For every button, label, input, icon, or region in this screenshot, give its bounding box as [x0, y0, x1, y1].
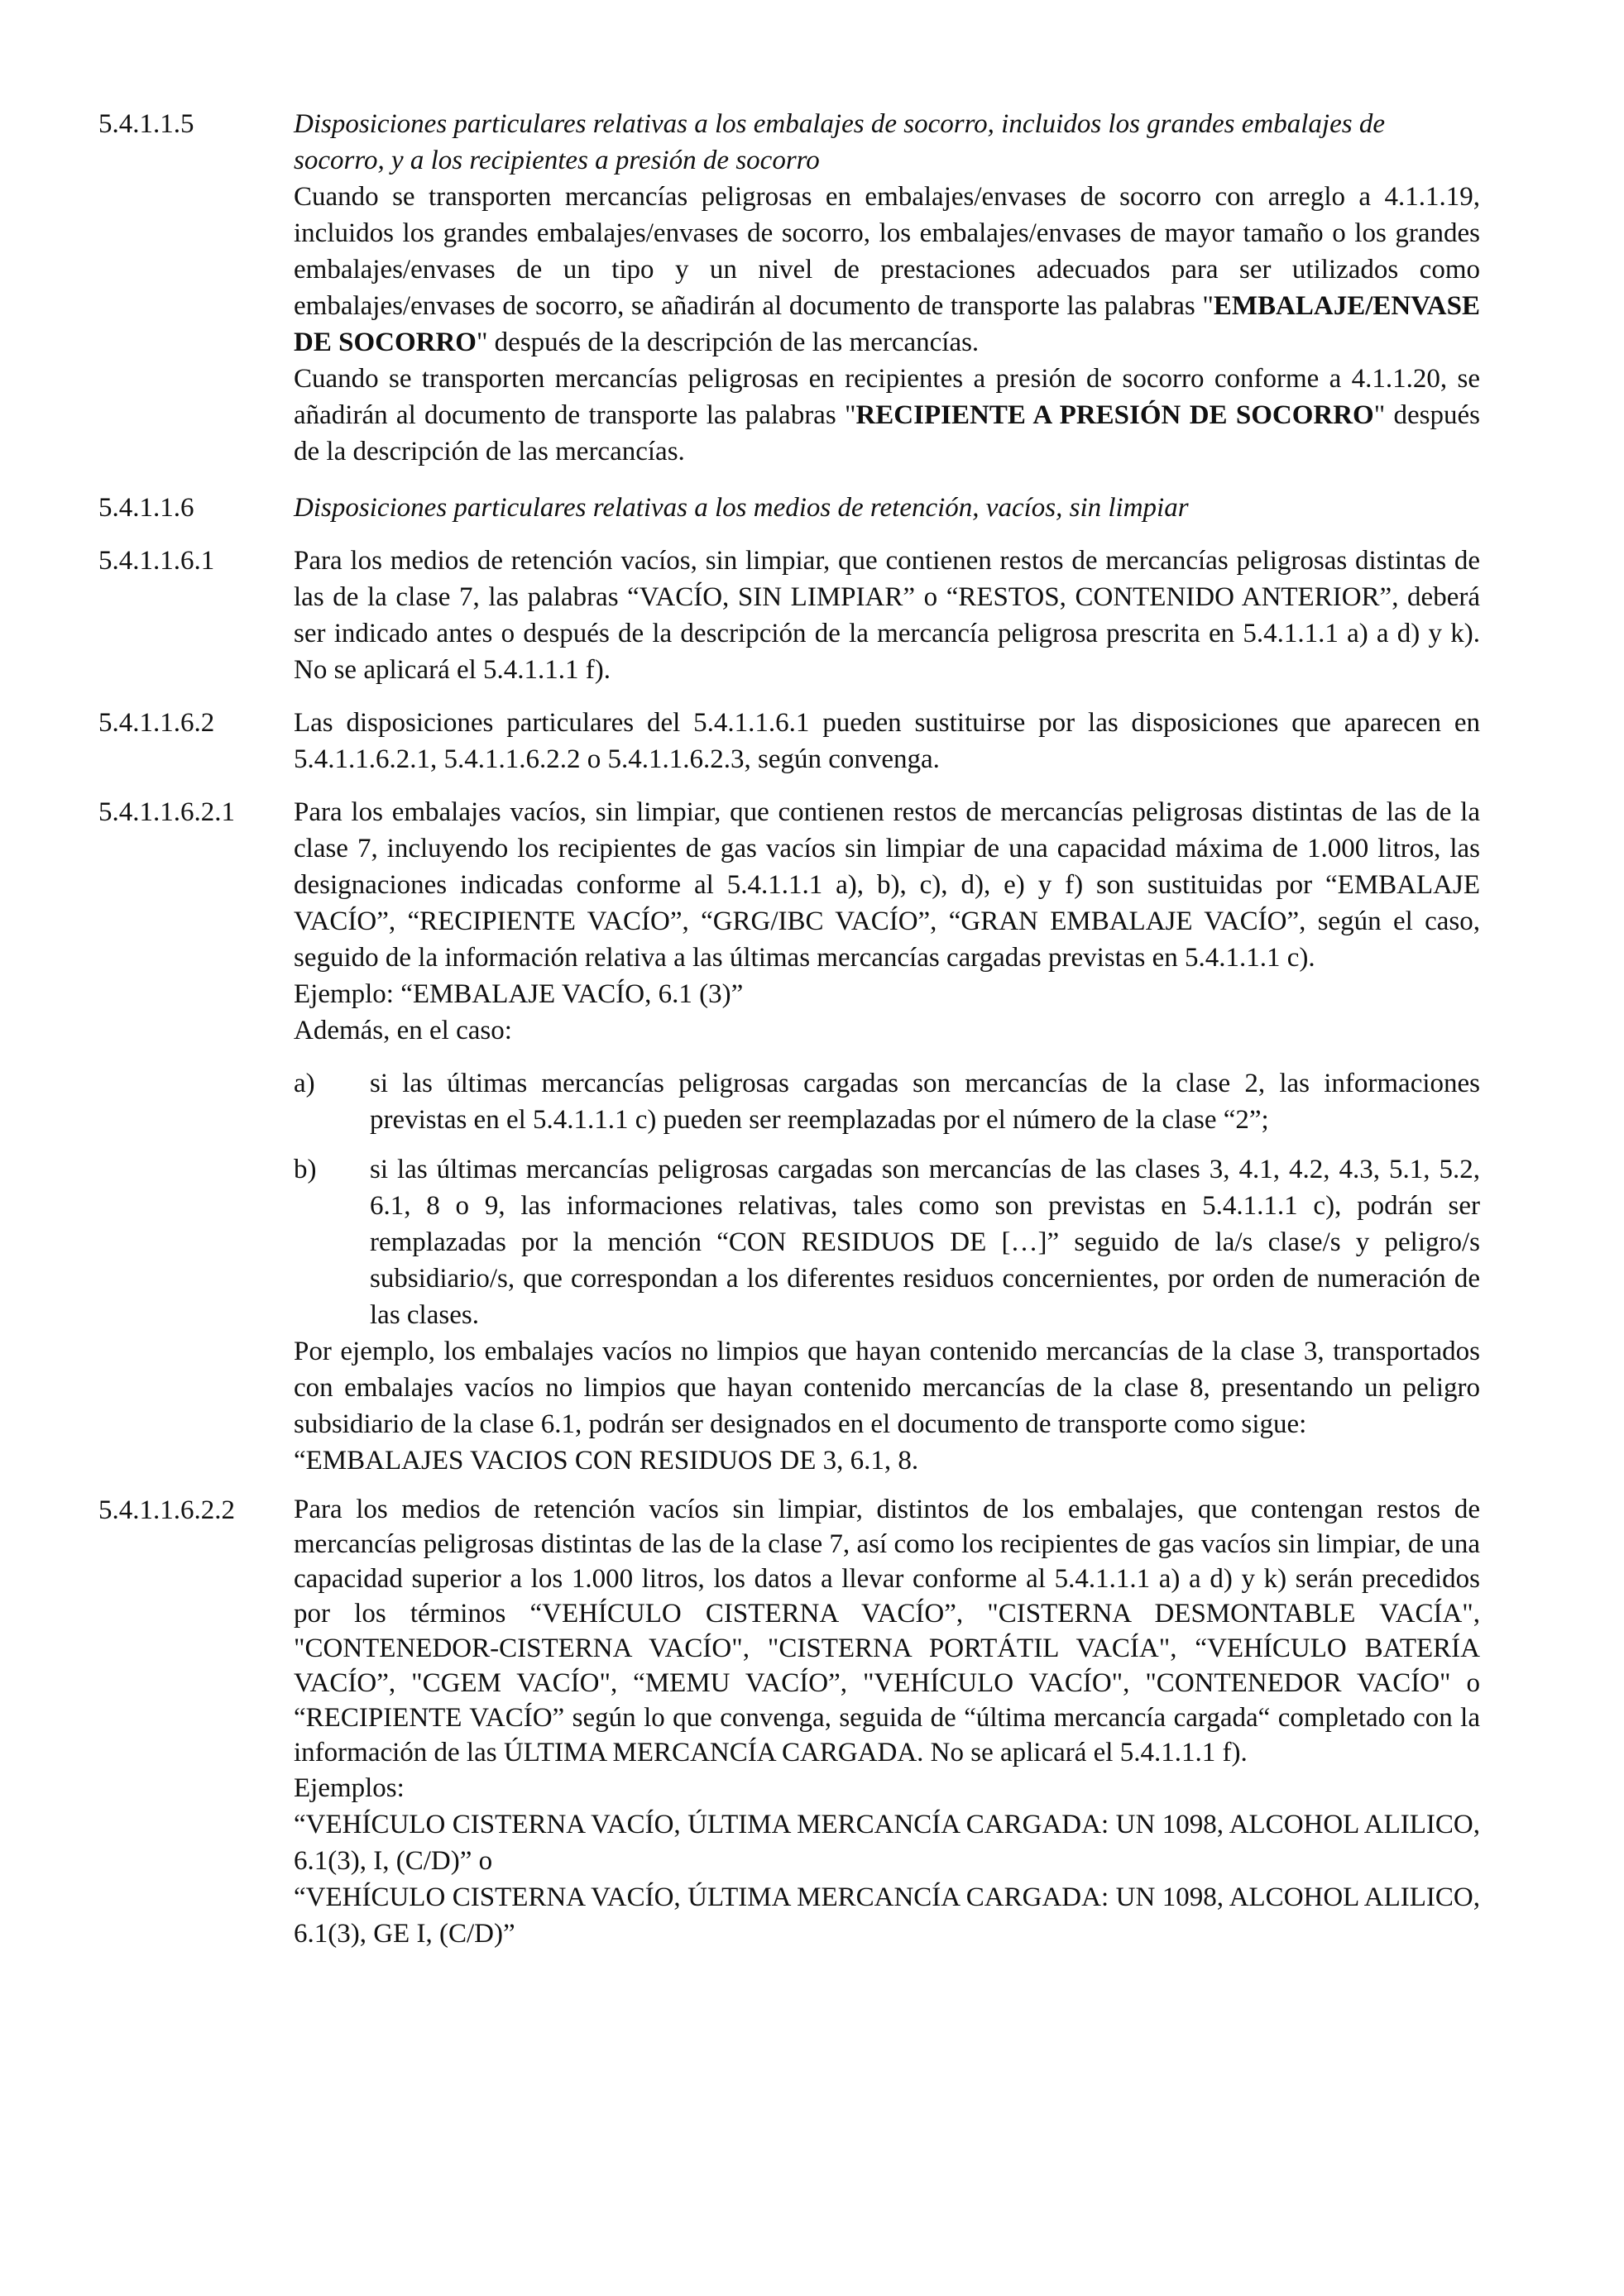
- section-number: 5.4.1.1.6.2.1: [98, 797, 235, 827]
- section-body: [294, 705, 1480, 777]
- bold-term: EMBALAJE/ENVASE DE SOCORRO: [294, 291, 1480, 357]
- paragraph-text: Cuando se transporten mercancías peligrosas en embalajes/envases de socorro con arreglo a 4.1.1.19, incluidos los grandes embalajes/envases de socorro, los embalajes/envases de mayor tamaño o los grandes embalajes/envases de un tipo y un nivel de prestaciones adecuados para ser utilizados como embalajes/envases de socorro, se añadirán al documento de transporte las palabras ": [294, 182, 1480, 321]
- examples-label: Ejemplos:: [294, 1773, 405, 1803]
- paragraph-text: Cuando se transporten mercancías peligrosas en recipientes a presión de socorro conforme a 4.1.1.20, se añadirán al documento de transporte las palabras ": [294, 364, 1480, 430]
- section-heading: Disposiciones particulares relativas a los embalajes de socorro, incluidos los grandes embalajes de socorro, y a los recipientes a presión de socorro: [294, 109, 1385, 175]
- paragraph: Para los embalajes vacíos, sin limpiar, que contienen restos de mercancías peligrosas distintas de las de la clase 7, incluyendo los recipientes de gas vacíos sin limpiar de una capacidad máxima de 1.000 litros, las designaciones indicadas conforme al 5.4.1.1.1 a), b), c), d), e) y f) son sustituidas por “EMBALAJE VACÍO”, “RECIPIENTE VACÍO”, “GRG/IBC VACÍO”, “GRAN EMBALAJE VACÍO”, según el caso, seguido de la información relativa a las últimas mercancías cargadas previstas en 5.4.1.1.1 c).: [294, 797, 1480, 973]
- section-number: 5.4.1.1.6.2.2: [98, 1495, 235, 1525]
- section-5-4-1-1-6-2-1: [98, 794, 1480, 1479]
- section-5-4-1-1-6-2-2: [98, 1492, 1480, 1952]
- section-number: 5.4.1.1.6: [98, 493, 194, 523]
- section-5-4-1-1-6-2: [98, 705, 1480, 777]
- paragraph-text: " después de la descripción de las mercancías.: [294, 400, 1480, 466]
- section-body: [294, 490, 1480, 526]
- paragraph: Por ejemplo, los embalajes vacíos no limpios que hayan contenido mercancías de la clase 3, transportados con embalajes vacíos no limpios que hayan contenido mercancías de la clase 8, presentando un peligro subsidiario de la clase 6.1, podrán ser designados en el documento de transporte como sigue:: [294, 1337, 1480, 1439]
- section-body: [294, 106, 1480, 470]
- section-number: 5.4.1.1.6.2: [98, 708, 215, 738]
- list-item-text: si las últimas mercancías peligrosas cargadas son mercancías de la clase 2, las informaciones previstas en el 5.4.1.1.1 c) pueden ser reemplazadas por el número de la clase “2”;: [370, 1069, 1480, 1135]
- paragraph: [294, 361, 1480, 470]
- section-5-4-1-1-5: [98, 106, 1480, 470]
- section-number: 5.4.1.1.6.1: [98, 546, 215, 576]
- quote-line: “EMBALAJES VACIOS CON RESIDUOS DE 3, 6.1, 8.: [294, 1446, 919, 1476]
- list-item: [294, 1065, 1480, 1138]
- paragraph-text: " después de la descripción de las mercancías.: [476, 328, 980, 357]
- example-line: Ejemplo: “EMBALAJE VACÍO, 6.1 (3)”: [294, 979, 744, 1009]
- document-page: [98, 106, 1480, 1952]
- section-5-4-1-1-6: [98, 490, 1480, 526]
- list-item-text: si las últimas mercancías peligrosas cargadas son mercancías de las clases 3, 4.1, 4.2, 4.3, 5.1, 5.2, 6.1, 8 o 9, las informaciones relativas, tales como son previstas en 5.4.1.1.1 c), podrán ser remplazadas por la mención “CON RESIDUOS DE […]” seguido de la/s clase/s y peligro/s subsidiario/s, que correspondan a los diferentes residuos concernientes, por orden de numeración de las clases.: [370, 1155, 1480, 1330]
- section-body: [294, 543, 1480, 688]
- section-5-4-1-1-6-1: [98, 543, 1480, 688]
- paragraph: [294, 179, 1480, 361]
- intro-line: Además, en el caso:: [294, 1016, 512, 1045]
- section-heading: Disposiciones particulares relativas a los medios de retención, vacíos, sin limpiar: [294, 493, 1189, 523]
- bold-term: RECIPIENTE A PRESIÓN DE SOCORRO: [855, 400, 1374, 430]
- paragraph: Las disposiciones particulares del 5.4.1.1.6.1 pueden sustituirse por las disposiciones que aparecen en 5.4.1.1.6.2.1, 5.4.1.1.6.2.2 o 5.4.1.1.6.2.3, según convenga.: [294, 708, 1480, 774]
- list-item: [294, 1151, 1480, 1333]
- paragraph: Para los medios de retención vacíos, sin limpiar, que contienen restos de mercancías peligrosas distintas de las de la clase 7, las palabras “VACÍO, SIN LIMPIAR” o “RESTOS, CONTENIDO ANTERIOR”, deberá ser indicado antes o después de la descripción de la mercancía peligrosa prescrita en 5.4.1.1.1 a) a d) y k). No se aplicará el 5.4.1.1.1 f).: [294, 546, 1480, 685]
- list-item-label: b): [294, 1155, 317, 1184]
- section-body: [294, 1492, 1480, 1952]
- paragraph: Para los medios de retención vacíos sin limpiar, distintos de los embalajes, que contengan restos de mercancías peligrosas distintas de las de la clase 7, así como los recipientes de gas vacíos sin limpiar, de una capacidad superior a los 1.000 litros, los datos a llevar conforme al 5.4.1.1.1 a) a d) y k) serán precedidos por los términos “VEHÍCULO CISTERNA VACÍO”, "CISTERNA DESMONTABLE VACÍA", "CONTENEDOR-CISTERNA VACÍO", "CISTERNA PORTÁTIL VACÍA", “VEHÍCULO BATERÍA VACÍO”, "CGEM VACÍO", “MEMU VACÍO”, "VEHÍCULO VACÍO", "CONTENEDOR VACÍO" o “RECIPIENTE VACÍO” según lo que convenga, seguida de “última mercancía cargada“ completado con la información de las ÚLTIMA MERCANCÍA CARGADA. No se aplicará el 5.4.1.1.1 f).: [294, 1495, 1480, 1767]
- list-item-label: a): [294, 1069, 315, 1098]
- example-line: “VEHÍCULO CISTERNA VACÍO, ÚLTIMA MERCANCÍA CARGADA: UN 1098, ALCOHOL ALILICO, 6.1(3), GE I, (C/D)”: [294, 1882, 1480, 1949]
- section-number: 5.4.1.1.5: [98, 109, 194, 139]
- example-line: “VEHÍCULO CISTERNA VACÍO, ÚLTIMA MERCANCÍA CARGADA: UN 1098, ALCOHOL ALILICO, 6.1(3), I, (C/D)” o: [294, 1810, 1480, 1876]
- section-body: [294, 794, 1480, 1479]
